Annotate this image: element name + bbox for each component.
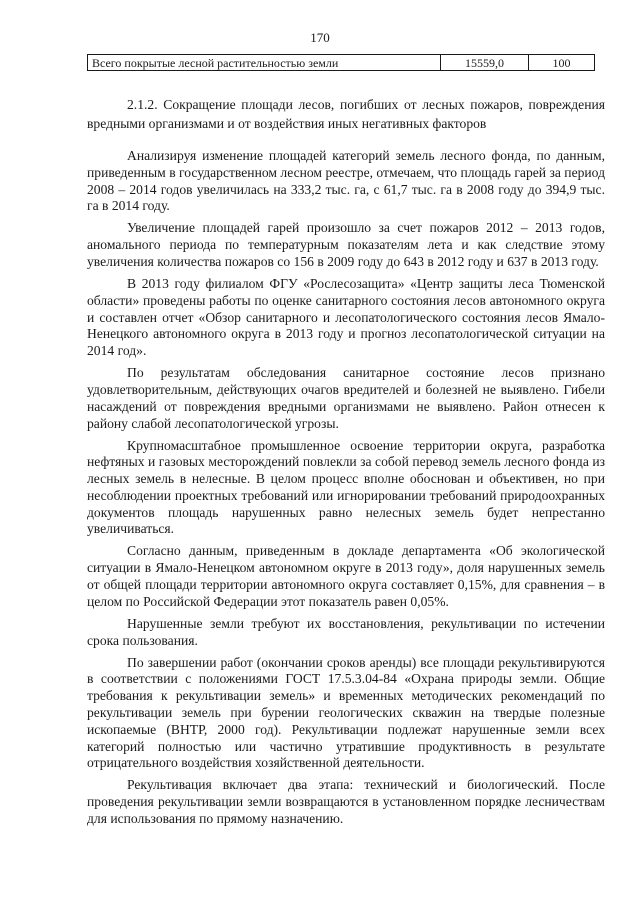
paragraph: В 2013 году филиалом ФГУ «Рослесозащита» «Центр защиты леса Тюменской области» проведены работы по оценке санитарного состояния лесов автономного округа и составлен отчет «Обзор санитарного и лесопатологического состояния лесов Ямало-Ненецкого автономного округа в 2013 году и прогноз лесопатологической ситуации на 2014 год». (87, 275, 605, 359)
page-number: 170 (310, 30, 330, 45)
section-heading: 2.1.2. Сокращение площади лесов, погибших от лесных пожаров, повреждения вредными организмами и от воздействия иных негативных факторов (87, 97, 605, 131)
paragraph: Нарушенные земли требуют их восстановления, рекультивации по истечении срока пользования. (87, 615, 605, 648)
paragraph: Увеличение площадей гарей произошло за счет пожаров 2012 – 2013 годов, аномального периода по температурным показателям лета и как следствие этому увеличения количества пожаров со 156 в 2009 году до 643 в 2012 году и 637 в 2013 году. (87, 220, 605, 269)
paragraph: По результатам обследования санитарное состояние лесов признано удовлетворительным, действующих очагов вредителей и болезней не выявлено. Гибели насаждений от повреждения вредными организмами не выявлено. Район отнесен к району слабой лесопатологической угрозы. (87, 365, 605, 431)
paragraph: Рекультивация включает два этапа: технический и биологический. После проведения рекультивации земли возвращаются в установленном порядке лесничествам для использования по прямому назначению. (87, 777, 605, 826)
paragraph: По завершении работ (окончании сроков аренды) все площади рекультивируются в соответствии с положениями ГОСТ 17.5.3.04-84 «Охрана природы земли. Общие требования к рекультивации земель» и временных методических рекомендаций по рекультивации земель при бурении геологических скважин на твердые полезные ископаемые (ВНТР, 2000 год). Рекультивации подлежат нарушенные земли всех категорий полностью или частично утратившие продуктивность в результате отрицательного воздействия хозяйственной деятельности. (87, 654, 605, 771)
paragraph: Крупномасштабное промышленное освоение территории округа, разработка нефтяных и газовых месторождений повлекли за собой перевод земель лесного фонда из лесных земель в нелесные. В целом процесс вполне обоснован и объективен, но при несоблюдении проектных требований или игнорировании требований природоохранных документов площадь нарушенных равно нелесных земель будет непрестанно увеличиваться. (87, 437, 605, 537)
table-row (88, 55, 595, 71)
summary-table (87, 54, 595, 71)
table-cell-percent: 100 (529, 55, 595, 71)
paragraph: Согласно данным, приведенным в докладе департамента «Об экологической ситуации в Ямало-Ненецком автономном округе в 2013 году», доля нарушенных земель от общей площади территории автономного округа составляет 0,15%, для сравнения – в целом по Российской Федерации этот показатель равен 0,05%. (87, 543, 605, 609)
table-cell-value: 15559,0 (441, 55, 529, 71)
table-cell-label: Всего покрытые лесной растительностью земли (88, 55, 441, 71)
paragraph: Анализируя изменение площадей категорий земель лесного фонда, по данным, приведенным в государственном лесном реестре, отмечаем, что площадь гарей за период 2008 – 2014 годов увеличилась на 333,2 тыс. га, с 61,7 тыс. га в 2008 году до 394,9 тыс. га в 2014 году. (87, 148, 605, 214)
body-text (87, 148, 605, 833)
